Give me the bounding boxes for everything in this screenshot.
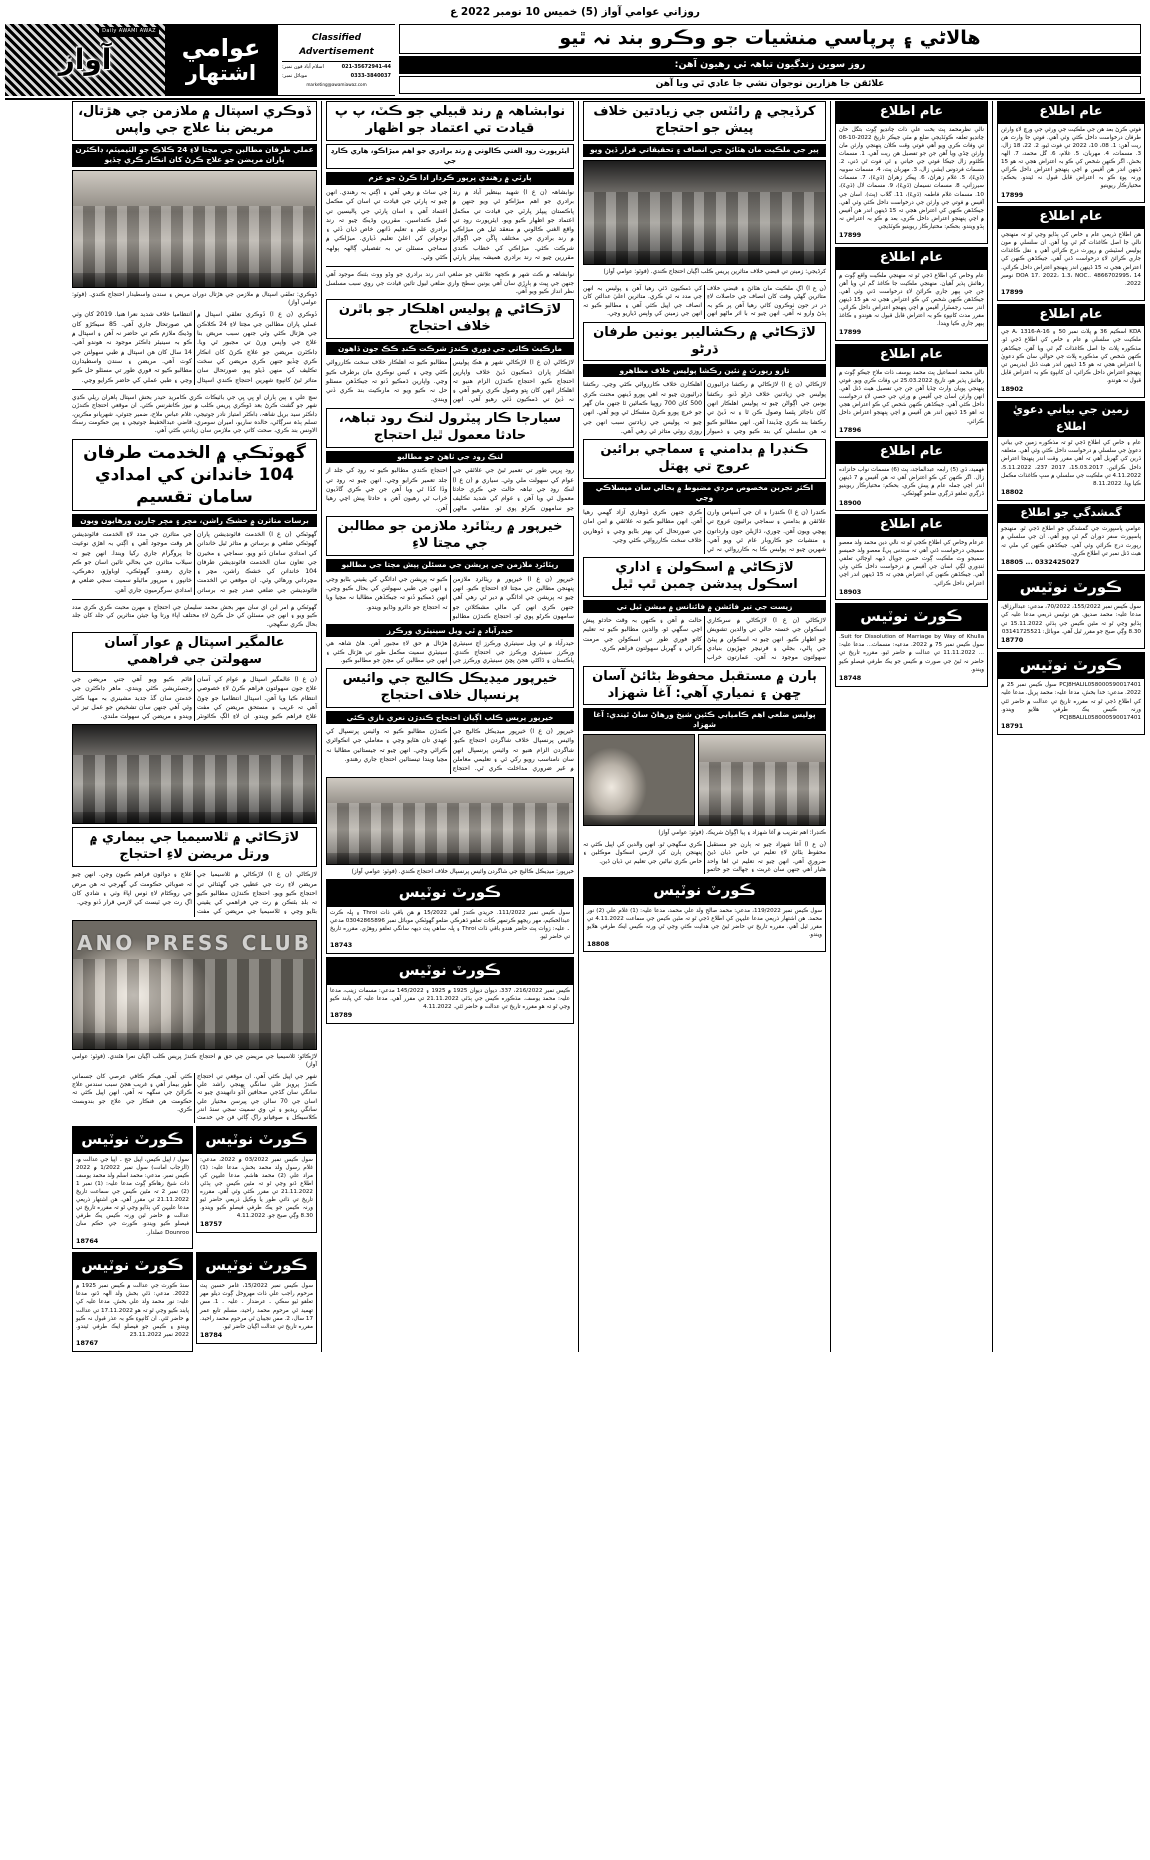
article-body: (ن ع ا) عالمگير اسپتال ۾ عوام کي آسان علاج جون سهولتون فراهم ڪرڻ لاءِ خصوصي انتظام ڪيا ويا آهن. اسپتال انتظاميا جو چوڻ آهي تہ غريب ۽ مستحق مريضن کي مفت علاج فراهم ڪيو ويندو. ان لاءِ الڳ ڪائونٽر قائم ڪيو ويو آهي جتي مريضن جي رجسٽريشن ڪئي ويندي. ماهر ڊاڪٽرن جي خدمتن سان گڏ جديد مشينري بہ مهيا ڪئي وئي آهي جنهن سان تشخيص جو عمل تيز ٿي ويندو ۽ مريضن کي سهولت ملندي. [72,675,317,721]
notice-heading: عام اطلاع [997,304,1145,326]
ads-column-far-right [997,101,1145,1352]
photo-caption: کرڏيجي: زمينن تي قبضي خلاف متاثرين پريس ڪلب اڳيان احتجاج ڪندي. (فوٽو: عوامي آواز) [603,268,826,275]
court-notice-block [326,957,574,1024]
article-subhead: لنڪ رود جي ٺاهڻ جو مطالبو [326,451,574,464]
phone-1-label: اسلام آباد فون نمبر: [282,64,324,71]
notice-block [835,514,988,600]
court-notice-number: 18789 [330,1011,353,1020]
divider [72,599,317,600]
masthead-logo [5,24,165,96]
article-body: حيدرآباد ۾ ٿي ويل سينيٽري ورڪرز اڄ سينيٽري ورڪرز سينيٽري ورڪرز جي احتجاج ڪندي. پاڪستان ۽ ڏاکڻي هجڻ پڇڻ سينيٽري ورڪرز جي هڙتال ۾ حق لاءِ مجبور آهن. هاڻ شاهہ هي سينيٽري سميت مڪمل طور تي هڙتال ڪئي ۽ انهن جي مطالبن کي مڃڻ جو مطالبو ڪيو. [326,641,574,664]
phone-2-label: موبائل نمبر: [282,72,308,79]
classified-advertisement-label: Classified Advertisement [282,32,391,62]
article-headline: ٻارن ۾ مستقبل محفوظ بڻائڻ آسان ڇهن ۽ نمياري آهي: آغا شهزاد [583,666,826,706]
lead-subhead-2: علائقن جا هزارين نوجوان نشي جا عادي ٿي ويا آهن [399,76,1141,94]
article-headline: سيارجا ڪار پيٽرول لنڪ رود تباهہ، حادثا معمول ٿيل احتجاج [326,408,574,448]
notice-number: 18900 [839,498,862,507]
court-notice-heading: ڪورٽ نوٽيس [72,1126,193,1153]
article-photo [72,920,317,1050]
article-body: رود ڀرپي طور تي تعمير ٿيڻ جي علائقي جي عوام کي سهولت ملي وئي. سياري ۾ (ن ع ا) لنڪ روڊ جي تباهہ حالت جي ڪري حادثا معمول ٿي ويا آهن ۽ عوام کي شديد تڪليف جو سامهون ڪرڻو پوي ٿو. مقامي ماڻهن احتجاج ڪندي مطالبو ڪيو تہ روڊ کي جلد از جلد تعمير ڪرايو وڃي. انهن چيو تہ روڊ تي وڏا کڏا ٿي ويا آهن جن جي ڪري گاڏيون خراب ٿي رهيون آهن ۽ حادثا پيش اچي رهيا آهن. [326,467,574,512]
article-subhead: پير جي ملڪيت مان هٽائڻ جي انصاف ۽ تحقيقاتي قرار ڏيڻ ويو [583,144,826,157]
court-notice-heading: ڪورٽ نوٽيس [835,603,988,630]
notice-number: 18802 [1001,487,1024,496]
notice-body: نالي محمد اسماعيل پٽ محمد يوسف ذات ملاح جيڪو ڳوٺ ۾ رهائش پذير هو، تاريخ 25.03.2022 تي وفات ڪري ويو. فوتي پنهنجي پويان وارث ڇڏيا آهن جن جي تفصيل هيٺ ڏنل آهي. انهن وارثن اسان جي آفيس ۾ ورثي جي حصي لاءِ درخواست داخل ڪئي آهي. جيڪڏهن ڪنهن شخص کي ڪو اعتراض هجي تہ اهو 15 ڏينهن اندر هن آفيس ۾ اچي پنهنجو اعتراض داخل ڪرائي. [839,369,985,425]
photo-shadow-band [73,1033,316,1048]
masthead-paper-name [165,24,277,96]
divider [583,280,826,281]
article-subhead: ريٽائرڊ ملازمن جي پريشن جي مسئلن پيش مڃتا جي مطالبو [326,559,574,572]
article-headline: لاڙڪاڻي ۾ اسڪولن ۽ اداري اسڪول پيدشن چمبن ٿپ ٿيل [583,557,826,597]
notice-body: عرعام وخاص کي اطلاع ڪجي ٿو تہ نالي دين محمد ولد معصو سميجي درخواست ڏني آهي تہ سندس پيءُ معصو ولد خميسو سميجو وٽ ملڪيت ڳوٺ حسن جوپال ڏيهہ اوڄاڻي تعلقي ٺنڊوري لڳي اسان جي آفيس ۾ درخواست داخل ڪئي وئي آهي. جيڪڏهن ڪنهن کي اعتراض هجي تہ 15 ڏينهن اندر اچي اعتراض داخل ڪرائي. [839,540,984,587]
court-notice-body: سول ڪيس نمبر 03/2022 ۾ 2022، مدعي: غلام رسول ولد محمد بخش، مدعا عليہ: (1) مراد علي (2) محمد هاشم. مدعا عليہن کي اطلاع ڏنو وڃي ٿو تہ مٿين ڪيس جي ٻڌڻي 21.11.2022 تي مقرر ڪئي وئي آهي. مقرره تاريخ تي ذاتي طور يا وڪيل ذريعي حاضر ٿيو ورنہ ڪيس جو يڪ طرفي فيصلو ڪيو ويندو. 8.30 وڳي صبح جو. 4.11.2022 [200,1156,314,1220]
notice-block [835,441,988,511]
notice-body: عام وخاص کي اطلاع ڏجي ٿو تہ منهنجي ملڪيت واقع ڳوٺ ۾ رهائش پذير آهيان. منهنجي ملڪيت جا ڪاغذ گم ٿي ويا آهن جن جي ٻيهر جاري ڪرائڻ لاءِ درخواست ڏني وئي آهي. جيڪڏهن ڪنهن شخص کي ڪو اعتراض هجي تہ هو 15 ڏينهن اندر سب رجسٽرار آفيس ۾ اچي پنهنجو اعتراض داخل ڪرائي. مقرر مدت کانپوءِ ڪو بہ اعتراض قابل قبول نہ هوندو ۽ ڪاغذ ٻيهر جاري ڪيا ويندا. [839,272,984,328]
column-divider [830,101,831,1352]
court-notice-block [72,1126,193,1250]
article-headline: ڪنڊرا ۾ بدامني ۽ سماجي برائين عروج تي پهتل [583,439,826,479]
notice-block [997,504,1145,571]
court-notice-body: سول ڪيس نمبر 119/2022، مدعي: محمد صالح ولد علي محمد، مدعا عليہ: (1) غلام علي (2) نور محمد. هن اشتهار ذريعي مدعا عليہن کي اطلاع ڏجي ٿو تہ مٿين ڪيس جي سماعت 4.11.2022 تي مقرر ٿيل آهي. مقرره تاريخ تي حاضر ٿيڻ جي هدايت ڪئي وڃي ٿي ورنہ ڪيس ايڪ طرفي هلايو ويندو. [587,908,823,939]
notice-heading: عام اطلاع [835,344,988,366]
article-body: نوابشاهہ ۾ ڪٽ شهر ۾ ڪجهہ علائقي جو ضلعي اندر رند برادري جو وڏو ووٽ بئنڪ موجود آهي جنهن جي ڀيٽ ۾ ٻارڙي سان آهي يونين سطح واري ضلعي ليول تائين قيادت جي روي سبب مسلسل نظر انداز ڪيو ويو آهي. [326,272,574,296]
phone-1: 021-35672941-44 [341,64,391,71]
article-body: ڪنڊرا (ن ع ا) ڪنڊرا ۽ ان جي آسپاس وارن علائقن ۾ بدامني ۽ سماجي برائيون عروج تي پهچي ويون آهن. چوري، ڌاڙيلن جون وارداتون ۽ منشيات جو ڪاروبار عام ٿي ويو آهي. شهرين چيو تہ پوليس ڪا بہ ڪارروائي نہ ٿي ڪري جنهن ڪري ڏوهاري آزاد گهمي رهيا آهن. انهن مطالبو ڪيو تہ علائقي ۾ امن امان جي صورتحال کي بهتر بڻايو وڃي ۽ ڏوهارين خلاف سخت ڪارروائي ڪئي وڃي. [583,508,826,554]
article-subhead: خيرپور پريس ڪلب اڳيان احتجاج ڪندڙن نعري بازي ڪئي [326,711,574,724]
article-headline: کرڏيجي ۾ رائٽس جي زيادتين خلاف پيش جو احتجاج [583,101,826,141]
court-notice-heading: ڪورٽ نوٽيس [326,957,574,984]
article-body: ڏوڪري (ن ع ا) ڏوڪري تعلقي اسپتال ۾ عملي پاران مطالبن جي مڃتا لاءِ 24 ڪلاڪن جي هڙتال ڪئي وئي جنهن سبب مريض بنا علاج جي واپس ورڻ تي مجبور ٿي ويا. ڊاڪٽرن مريضن جو علاج ڪرڻ کان انڪار ڪري ڇڏيو جنهن ڪري مريضن کي سخت تڪليف کي منهن ڏيڻو پيو. صورتحال سان متاثر ٿيڻ کانپوءِ شهرين احتجاج ڪندي اسپتال انتظاميا خلاف شديد نعرا هنيا. 2019 کان وٺي هي صورتحال جاري آهي. 85 سيڪڙو کان وڌيڪ ملازم ڪم تي حاضر نہ آهن ۽ اسپتال ۾ ڪو بہ سينيئر ڊاڪٽر موجود نہ هوندو آهي. 14 سال کان هن اسپتال ۾ طبي سهولتن جي کوٽ آهي. مريضن ۽ سندن واسطيدارن مطالبو ڪيو تہ فوري طور تي مسئلو حل ڪيو وڃي ۽ طبي عملي کي حاضر ڪرايو وڃي. [72,311,317,384]
lead-subhead-1: روز سوين زندگيون تباهہ ٿي رهيون آهن: [399,56,1141,74]
photo-shadow-band [327,853,573,863]
court-notice-body: سنڌ ڪورٽ جي عدالت ۾ ڪيس نمبر 1925 ۾ 2022. مدعي: ڌڻي بخش ولد الهہ ڏنو، مدعا عليہ: نور محمد ولد علي بخش. مدعا عليہ کي پابند ڪيو وڃي ٿو تہ هو 17.11.2022 تي عدالت ۾ حاضر ٿئي. ان کانپوءِ ڪو بہ عذر قبول نہ ڪيو ويندو ۽ ڪيس جو فيصلو ايڪ طرفي ٿيندو. 2022 نمبر 23.11.2022 [76,1283,189,1338]
photo-shadow-band [73,812,316,824]
notice-body: عام ۽ خاص کي اطلاع ڏجي ٿو تہ مذڪوره زمين جي بياني دعويٰ جي سلسلي ۾ درخواست داخل ڪئي وئي آهي. متعلقہ ڌرين کي گهربل آهي تہ اهي مقرر وقت اندر پنهنجا اعتراض داخل ڪرائين. 15.03.2017، 2017 237، 5.11.2022، 4.11.2022 تي ملڪيت جي سلسلي ۾ سڀ ڪاغذات مڪمل ڪيا ويا. 8.11.2022 [1001,440,1141,487]
photo-shadow-band [584,815,694,826]
article-subhead: مارڪيٽ ڪاٺي جي ڊوري ڪندڙ شرڪت ڪنڊ ڪڪ جون ڏاهون [326,342,574,355]
article-body: خيرپور (ن ع ا) خيرپور ميڊيڪل ڪاليج جي وائيس پرنسپال خلاف شاگردن احتجاج ڪيو. شاگردن الزام هنيو تہ وائيس پرنسپال انهن سان نامناسب رويو رکي ٿي ۽ تعليمي معاملن ۾ غير ضروري مداخلت ڪري ٿي. احتجاج ڪندڙن مطالبو ڪيو تہ وائيس پرنسپال کي عهدي تان هٽايو وڃي ۽ معاملي جي انڪوائري ڪرائي وڃي. انهن چيو تہ جيستائين مطالبا نہ مڃيا ويندا تيستائين احتجاج جاري رهندو. [326,728,574,773]
court-notice-number: 18757 [200,1220,223,1229]
notice-number: 17899 [839,328,862,337]
notice-heading: زمين جي بياني دعويٰ اطلاع [997,401,1145,436]
article-body: خيرپور (ن ع ا) خيرپور ۾ ريٽائرڊ ملازمن پنهنجن مطالبن جي مڃتا لاءِ احتجاج ڪيو. انهن چيو تہ پريشن جي ادائگي ۾ دير ٿي رهي آهي جنهن ڪري انهن کي مالي مشڪلاتن جو سامهون ڪرڻو پوي ٿو. احتجاج ڪندڙن مطالبو ڪيو تہ پريشن جي ادائگي کي يقيني بڻايو وڃي ۽ انهن جي طبي سهولتن کي بحال ڪيو وڃي. انهن ڌمڪيو ڏنو تہ جيڪڏهن مطالبا نہ مڃيا ويا تہ احتجاج جو دائرو وڌايو ويندو. [326,575,574,620]
article-headline: ڏوڪري اسپتال ۾ ملازمن جي هڙتال، مريض بنا علاج جي واپس [72,101,317,141]
article-subhead: تازو رپورٽ ۾ نئين رڪشا پوليس خلاف مظاهرو [583,364,826,377]
notice-block [997,101,1145,203]
court-notice-heading: ڪورٽ نوٽيس [326,879,574,906]
column-divider [578,101,579,1352]
lead-headline: هالاڻي ۽ پرپاسي منشيات جو وڪرو بند نہ ٿيو [399,24,1141,54]
divider [72,389,317,390]
news-column-1 [72,101,317,1352]
logo-tagline: Daily AWAMI AWAZ [99,27,159,37]
article-subhead: برسات متاثرن ۾ خشڪ راشن، مڇر ۽ مڇر ڄارين ورهايون ويون [72,514,317,527]
court-notice-body: سول / اپيل ڪيس، اپيل جج ۔ اپيا جي عدالت ۾، (الزجاب امانت) سول نمبر 1/2022 ۾ 2022 ڪيس نمبر. مدعي: محمد اسلم ولد محمد يوسف ذات شيخ رهاڪو ڳوٺ مدعا عليہ: (1) نمبر 1 (2) نمبر 2 تہ مٿين ڪيس جي سماعت تاريخ 21.11.2022 تي مقرر آهي. هن اشتهار ذريعي مدعا عليہن کي ٻڌايو وڃي ٿو تہ مقرره تاريخ تي عدالت ۾ حاضر ٿين ورنہ ڪيس يڪ طرفي فيصلو ڪيو ويندو. ڪورٽ جي حڪم سان Dounroo عملدار. [76,1156,190,1236]
masthead [5,24,1145,96]
court-notice-body: سول ڪيس نمبر 111/2022. خريدي ڪندڙ آهي 15/2022 ۾ هن باقي ذات Throi ۽ ڀلہ ڪرت عبدالحڪيم، مهر ريجهو ڪرنمهر ڪاٺ تعلقو ڌهرڪي ضلعو گهوٽڪي موبائل نمبر 03042865896 مدعي ۔ عليہ: زوات پٽ حاضر هندو باقي ذات Throi ۽ ڀلہ ساهي پٽ ديهہ سانگي تعلقو روهڙي. مقرره تاريخ تي حاضر ٿيو. [330,909,571,941]
article-photo [698,734,826,826]
court-notice-body: Suit for Dissolution of Marriage by Way of Khulla. سول ڪيس نمبر 75 ۾ 2022. مدعيہ: مسمات... مدعا عليہ: ... 11.11.2022 تي عدالت ۾ حاضر ٿيو. مقرره تاريخ تي حاضر نہ ٿيڻ جي صورت ۾ ڪيس جو يڪ طرفي فيصلو ڪيو ويندو. [839,634,984,673]
court-notice-body: ڪيس نمبر 216/2022، 337، ديوان ديوان 1925 ۾ 1925 ۽ 145/2022 مدعي: مسمات زينب، مدعا عليہ: محمد يوسف. مذڪوره ڪيس جي ٻڌڻي 21.11.2022 تي مقرر آهي. مدعا عليہ کي پابند ڪيو وڃي ٿو تہ هو مقرره تاريخ تي عدالت ۾ حاضر ٿئي. 4.11.2022 [330,987,570,1010]
article-headline: لاڙڪاڻي ۾ پوليس اهلڪار جو باٿرن خلاف احتجاج [326,299,574,339]
article-subhead: پوليس ضلعي اهم ڪاميابي ڪئين شيخ ورهاڻ ساڻ ٿيندي: آغا شهزاد [583,708,826,731]
article-body: لاڙڪاڻي (ن ع ا) لاڙڪاڻي شهر ۾ هڪ پوليس اهلڪار پاران ڌمڪيون ڏيڻ خلاف واپارين احتجاج ڪيو. احتجاج ڪندڙن الزام هنيو تہ اهلڪار انهن کان ڀتو وصول ڪري رهيو آهي ۽ نہ ڏيڻ تي ڌمڪيون ڏئي رهيو آهي. انهن مطالبو ڪيو تہ اهلڪار خلاف سخت ڪارروائي ڪئي وڃي ۽ کيس نوڪري مان برطرف ڪيو وڃي. واپارين ڌمڪيو ڏنو تہ جيڪڏهن مسئلو حل نہ ڪيو ويو تہ مارڪيٽ بند ڪري ڏني ويندي. [326,359,574,404]
court-notice-heading: ڪورٽ نوٽيس [997,574,1145,601]
article-subhead: ايئرپورٽ روڊ الغني ڪالوني ۾ رند برادري جو اهم ميڙاڪو، هاري ڪارڊ جي [326,144,574,169]
article-photo [583,160,826,265]
notice-heading: عام اطلاع [997,206,1145,228]
article-body: (ن ع ا) آغا شهزاد چيو تہ ٻارن جو مستقبل محفوظ بڻائڻ لاءِ تعليم تي خاص ڌيان ڏيڻ ضروري آهي. انهن چيو تہ تعليم ئي اها واحد هٿيار آهي جنهن سان غربت ۽ جهالت جو خاتمو ڪري سگهجي ٿو. انهن والدين کي اپيل ڪئي تہ پنهنجن ٻارن کي لازمي اسڪول موڪلين ۽ خاص ڪري نياڻين جي تعليم تي ڌيان ڏين. [583,841,826,873]
ads-column-right [835,101,988,1352]
article-body: سچ علي ۽ ٻين ٻاران او ڀي ڀي جي بائيڪاٽ ڪري ڪامريڊ حيدر بخش اسپتال ٻاهران ريلي ڪڍي شهر جو گشت ڪرڻ بعد ڏوڪري پريس ڪلب ۾ نيوز ڪانفرنس ڪئي. ان موقعي احتجاج ڪندڙن ڊاڪٽر سيد بريل شاهہ، ڊاڪٽر امتياز نادر جوتيجي، غلام عباس ملاح، ضمير جتوئي، شهريانو مڪرين، تسلم ٻڌہ سرڳاڻي، خالده ساريو، اميران سومري، قاضي عبدالحفيظ جوتيجي ۽ ٻين حڪومت رسڪ الاونس بند ڪري، صحت کاتي جي ملازمن سان زيادتي ڪئي آهي. [71,394,317,435]
article-body: شهر جي اپيل ڪئي آهي. ان موقعي تي احتجاج ڪندڙ پرويز علي سانگي پهنجي راشد علي سانگي سان گڏجي صحافين آڏو دانهيندي چيو تہ اسان جي 70 سالن جي پيرسن مختيار علي سانگي ريڊيو ۽ ٽي وي سميت سجي سنڌ اندر ڪلاسيڪل ۽ صوفيانو راڳ ڳائي فن جي خدمت ڪئي آهي. هيڪر ڪافي عرصي کان جسماني طور بيمار آهي ۽ غريب هجڻ سبب سندس علاج ڪرائڻ جي سگهہ نہ آهي. انهن اپيل ڪئي تہ حڪومت هن فنڪار جي علاج جو بندوبست ڪري. [72,1073,317,1122]
court-notice-block [997,574,1145,649]
court-notice-number: 18784 [200,1330,223,1339]
court-notice-number: 18748 [839,673,862,682]
notice-body: KDA اسڪيم 36 ۾ پلاٽ نمبر 50 ۽ 16-A، 1316-A جي ملڪيت جي سلسلي ۾ عام ۽ خاص کي اطلاع ڏجي ٿو. مذڪوره پلاٽ جا اصل ڪاغذات گم ٿي ويا آهن. جيڪڏهن ڪنهن شخص کي مذڪوره پلاٽ جي حوالي سان ڪو دعويٰ يا اعتراض هجي تہ هو 15 ڏينهن اندر هيٺ ڏنل ايڊريس تي پنهنجو اعتراض داخل ڪرائي، ان کانپوءِ ڪو بہ اعتراض قابل قبول نہ هوندو. [1001,329,1141,384]
notice-number: 17899 [1001,287,1024,296]
court-notice-heading: ڪورٽ نوٽيس [196,1252,317,1279]
court-notice-block [835,603,988,686]
notice-body: فوتي ڪرڻ بعد هن جي ملڪيت جي ورثي جي ورڇ لاءِ وارثن طرفان درخواست داخل ڪئي وئي آهي. فوتي جا وارث هن ريت آهن: 1. 08، 10، 2022 تي فوت ٿيو، 2. 22، 18 زال، 3. مسمات، 4. مهربان، 5. غلام، 6. گل محمد، 7. الهہ بخش. اگر ڪنهن شخص کي ڪو بہ اعتراض هجي تہ هو 15 ڏينهن اندر هن آفيس ۾ اچي پنهنجو اعتراض داخل ڪرائي ورنہ پوءِ ڪو بہ اعتراض قابل قبول نہ ٿيندو. بحڪم: مختيارڪار ريوينيو [1001,126,1141,190]
article-subhead: زيست جي تير فائشن ۾ فائنانس ۾ ميشن ٿيل تي [583,600,826,613]
article-photo [583,734,695,826]
court-notice-heading: ڪورٽ نوٽيس [583,877,826,904]
notice-body: نالي نظرمحمد پٽ بخت علي ذات چانڊيو ڳوٺ بتگل خان چانڊيو تعلقہ ڪوٽڏيجي ضلع ۾ مٽي جيڪر تاريخ 2022-10-08 تي وفات ڪري ويو آهي فوتي وقت ڪلان پنهنجي وارثن مان وارثن ڇڏي ويا آهن جن جو تفصيل هن ريت آهي. 1. مسمات ڪلثوم زال جيڪا فوتي جي خياني ۽ ٿي فوت ٿي ڏني، 2. مسمات فردوس ايشي زال، 3. مهربان پٽ، 4. مسمات سوبيہ (ڌيءَ)، 5. غلام زهراڻ، 6. پيڪر زهراڻ (ڌيءَ)، 7. مسمات سيرزاني، 8. مسمات نسيمان (ڌيءَ)، 9. مسمات لال (ڌيءَ)، 10. مسمات غلام فاطمہ (ڌيءَ)، 11. گلاب (پٽ). اسان جي آفيس ۾ فوتي جي وارثن جي درخواست داخل ڪئي وئي آهي. جيڪڏهن ڪنهن کي اعتراض هجي تہ 15 ڏينهن اندر هن آفيس ۾ اچي پنهنجو اعتراض داخل ڪري، بعد ۾ ڪو بہ اعتراض نہ ٻڌو ويندو. بحڪم: مختيارڪار ريوينيو ڪوٽڏيجي [839,126,985,231]
court-notice-body: PCJ8HALIL058000590017401 سول ڪيس نمبر 25 ۾ 2022. مدعي: خدا بخش، مدعا عليہ: محمد پريل. مدعا عليہ کي اطلاع ڏجي ٿو تہ مقرره تاريخ تي عدالت ۾ حاضر ٿئي ورنہ ڪيس يڪ طرفي هلايو ويندو. PCJ8BALIL058000590017401 [1001,682,1141,721]
article-headline: گهوٽڪي ۾ الخدمت طرفان 104 خاندانن کي امدادي سامان تقسيم [72,439,317,511]
news-column-2 [326,101,574,1352]
court-notice-number: 18791 [1001,721,1024,730]
article-headline: عالمگير اسپتال ۾ عوار آسان سهولتن جي فراهمي [72,632,317,672]
article-headline: خيرپور ۾ ريٽائرڊ ملازمن جو مطالبن جي مڃتا لاءِ [326,516,574,556]
court-notice-block [196,1252,317,1351]
photo-image [584,735,694,825]
lead-headline-block [395,24,1145,96]
masthead-divider [5,98,1145,100]
court-notice-number: 18770 [1001,635,1024,644]
notice-number: 17899 [839,231,862,240]
court-notice-number: 18743 [330,941,353,950]
court-notice-number: 18764 [76,1236,99,1245]
page-date-line: روزاني عوامي آواز (5) خميس 10 نومبر 2022 ع [450,6,700,18]
article-body: گهوٽڪي (ن ع ا) الخدمت فائونڊيشن پاران گهوٽڪي ضلعي ۾ برساتن ۾ متاثر ٿيل خاندانن کي امدادي سامان ڏنو ويو. سماجي ۽ مخيرن جي تعاون سان الخدمت فائونڊيشن طرفان 104 خاندانن کي خشڪ راشن، مڇر ۽ مڇرداني ورهائي وئي. ان موقعي تي الخدمت فائونڊيشن جي ضلعي صدر چيو تہ برساتن جي متاثرن جي مدد لاءِ الخدمت فائونڊيشن هر وقت موجود آهي ۽ اڳتي بہ اهڙي نوعيت جا پروگرام جاري رکيا ويندا. انهن چيو تہ سيلاب متاثرن جي بحالي تائين اسان جو ڪم جاري رهندو. گهوٽڪي، اوباوڙو، ڊهرڪي، خانپور ۽ ميرپور ماٿيلو سميت سڄي ضلعي ۾ امدادي سرگرميون جاري آهن. [72,531,317,594]
article-subhead: حيدرآباد ۾ ٿي ويل سينيٽري ورڪرز [326,624,574,637]
article-body: (ن ع ا) اڳ ملڪيت مان هٽائڻ ۽ قبضي خلاف متاثرين گهڻي وقت کان انصاف جي حاصلات لاءِ در در جون ٺوڪرون کائي رهيا آهن پر ڪو بہ ٻڌڻ وارو نہ آهي. انهن چيو تہ با اثر ماڻهو انهن کي ڌمڪيون ڏئي رهيا آهن ۽ پوليس بہ انهن جي مدد نہ ٿي ڪري. متاثرين اعليٰ عدالتن کان انصاف جي اپيل ڪئي آهي ۽ مطالبو ڪيو تہ انهن جي زمينن کي واپس ڏياريو وڃي. [583,286,826,318]
notice-number: 18805 ... 0332425027 [1001,557,1080,566]
paper-name-line-2: اشتهار [185,60,257,85]
masthead-contact [277,24,395,96]
court-notice-heading: ڪورٽ نوٽيس [72,1252,193,1279]
column-divider [992,101,993,1352]
court-notice-block [326,879,574,954]
court-notice-number: 18808 [587,939,610,948]
content-grid [5,101,1145,1352]
notice-block [835,344,988,438]
column-divider [321,101,322,1352]
article-headline: خيرپور ميڊيڪل ڪاليج جي وائيس پرنسپال خلاف احتجاج [326,668,574,708]
notice-heading: عام اطلاع [997,101,1145,123]
article-headline: لاڙڪاڻي ۾ رڪشاليبر يونين طرفان ڌرڻو [583,322,826,362]
court-notice-heading: ڪورٽ نوٽيس [196,1126,317,1153]
article-body: نوابشاهہ (ن ع ا) شهيد بينظير آباد ۾ رند برادري جو اهم ميڙاڪو ٿي ويو جنهن ۾ پاڪستان پيپلز پارٽي جي قيادت تي مڪمل اعتماد جو اظهار ڪيو ويو. ايئرپورٽ روڊ تي واقع الغني ڪالوني ۾ منعقد ٿيل هن ميڙاڪي ۾ رند برادري جي مختلف ڀاڱن جي اڳواڻن شرڪت ڪئي. ميڙاڪي کي خطاب ڪندي مقررين چيو تہ رند برادري هميشہ پيپلز پارٽي جي ساٿ ۾ رهي آهي ۽ اڳتي بہ رهندي. انهن چيو تہ پارٽي جي قيادت تي اسان کي مڪمل اعتماد آهي ۽ اسان پارٽي جي پاليسين تي عمل ڪنداسين. مقررين وڌيڪ چيو تہ رند برادري علم ۽ تعليم ڏانهن خاص ڌيان ڏئي ۽ نوجوانن کي اعليٰ تعليم ڏياري. ميڙاڪي ۾ سماجي مسئلن تي بہ تفصيلي ڳالهہ ٻولهہ ڪئي وئي. [326,188,574,262]
court-notice-block [997,652,1145,735]
article-photo [72,724,317,824]
notice-block [997,401,1145,501]
notice-heading: گمشدگي جو اطلاع [997,504,1145,523]
photo-caption: لاڙڪاڻو: ٿلاسيميا جي مريضن جي حق ۾ احتجاج ڪندڙ پريس ڪلب اڳيان نعرا هڻندي. (فوٽو: عوامي آواز) [72,1053,317,1069]
notice-heading: عام اطلاع [835,441,988,463]
court-notice-block [72,1252,193,1351]
divider [326,266,574,267]
news-column-3 [583,101,826,1352]
article-body: لاڙڪاڻي (ن ع ا) لاڙڪاڻي ۾ سرڪاري اسڪولن جي خستہ حالي تي والدين تشويش جو اظهار ڪيو. انهن چيو تہ اسڪولن ۾ پيئڻ جي پاڻي، بجلي ۽ فرنيچر جهڙيون بنيادي سهولتون موجود نہ آهن. عمارتون خراب حالت ۾ آهن ۽ ڪنهن بہ وقت حادثو پيش اچي سگهي ٿو. والدين مطالبو ڪيو تہ تعليم کاتو فوري طور تي اسڪولن جي مرمت ڪرائي ۽ گهربل سهولتون فراهم ڪري. [583,617,826,662]
photo-shadow-band [699,815,825,826]
court-notice-number: 18767 [76,1338,99,1347]
photo-shadow-band [73,273,316,287]
notice-number: 18903 [839,587,862,596]
article-body: لاڙڪاڻي (ن ع ا) لاڙڪاڻي ۾ ٿلاسيميا جي مريضن لاءِ رت جي عطيي جي گهٽتائي تي احتجاج ڪيو ويو. احتجاج ڪندڙن مطالبو ڪيو تہ بلڊ بئنڪن ۾ رت جي فراهمي کي يقيني بڻايو وڃي ۽ ٿلاسيميا جي مريضن کي مفت علاج ۽ دوائون فراهم ڪيون وڃن. انهن چيو تہ صوبائي حڪومت کي گهرجي تہ هن مرض جي روڪٿام لاءِ ٺوس اپاءَ وٺي ۽ شادي کان اڳ رت جي ٽيسٽ کي لازمي قرار ڏنو وڃي. [72,871,317,916]
notice-body: عوامي پاسپورٽ جي گمشدگي جو اطلاع ڏجي ٿو. منهنجو پاسپورٽ سفر دوران گم ٿي ويو آهي. ان جي سلسلي ۾ رپورٽ درج ڪرائي وئي آهي. جيڪڏهن ڪنهن کي ملي تہ هيٺ ڏنل نمبر تي اطلاع ڪري. [1001,526,1141,557]
court-notice-heading: ڪورٽ نوٽيس [997,652,1145,679]
court-notice-block [583,877,826,952]
notice-block [997,304,1145,398]
paper-name-line-1: عوامي [181,34,261,63]
notice-body: فهميد، ڌي (5) رابعہ عبدالماجد، پٽ (6) مسمات نواب خانزاده زال. اگر ڪنهن کي ڪو اعتراض آهي تہ هن آفيس ۾ 7 ڏينهن اندر اچي جملہ عام ۾ پيش ڪري. بحڪم: مختيارڪار ريوينيو ڌرڳري تعلقو ڌرڳري ضلعو گهوٽڪي. [839,467,984,498]
article-photo [326,777,574,865]
notice-block [835,247,988,341]
notice-number: 17896 [839,425,862,434]
photo-row [583,734,826,826]
notice-heading: عام اطلاع [835,514,988,536]
notice-body: هن اطلاع ذريعي عام ۽ خاص کي ٻڌايو وڃي ٿو تہ منهنجي نالي جا اصل ڪاغذات گم ٿي ويا آهن. ان سلسلي ۾ مون پوليس اسٽيشن ۾ رپورٽ درج ڪرائي آهي ۽ نقل ڪاغذات جاري ڪرائڻ لاءِ درخواست ڏني آهي. جيڪڏهن ڪنهن کي اعتراض هجي تہ 15 ڏينهن اندر پنهنجو اعتراض داخل ڪرائي. DOA 17. 2022، 1.3، NOC.. 4866702995، 14 نومبر 2022. [1001,232,1141,287]
notice-block [835,101,988,244]
article-subhead: اڪثر تجربن مخصوص مردي مضبوط ۾ بحالي سان ميسلاڪي وڃي [583,482,826,505]
logo-wordmark: آواز [58,42,112,76]
court-notice-row [72,1252,317,1351]
article-headline: نوابشاهہ ۾ رند قبيلي جو ڪٽ، پ پ قيادت تي اعتماد جو اظهار [326,101,574,141]
article-photo [72,170,317,288]
photo-caption: ڏوڪري: تعلقي اسپتال ۾ ملازمن جي هڙتال دوران مريض ۽ سندن واسطيدار احتجاج ڪندي. (فوٽو: عوامي آواز) [72,291,317,307]
notice-heading: عام اطلاع [835,247,988,269]
phone-2: 0333-3840037 [350,72,391,79]
masthead-email: marketing@awamiawaz.com [306,81,367,87]
article-body: گهوٽڪي ۾ امر ابن اي سان مهر بخش محمد سليمان جي احتجاج ۽ مهرن محبت ڪري ڪري مدد ڪيو ويو ۽ انهن جي مسئلن کي حل ڪرڻ لاءِ مختلف اپاءَ ورتا ويا جيئن متاثرين کي جلد کان جلد بحال ڪري سگهجي. [72,605,317,628]
court-notice-body: سول ڪيس نمبر 155/2022، 70/2022، مدعي: عبدالرزاق، مدعا عليہ: محمد صديق. هن نوٽيس ذريعي مدعا عليہ کي ٻڌايو وڃي ٿو تہ مٿين ڪيس جي ٻڌڻي 15.11.2022 تي 8.30 وڳي صبح جو مقرر ٿيل آهي. موبائل: 03141725521 [1001,604,1142,635]
notice-number: 18902 [1001,385,1024,394]
notice-block [997,206,1145,300]
photo-caption: ڪنڊرا: اهم تقريب ۾ آغا شهزاد ۽ ٻيا اڳواڻ شريڪ. (فوٽو: عوامي آواز) [658,830,826,837]
photo-caption: خيرپور: ميڊيڪل ڪاليج جي شاگردن وائيس پرنسپال خلاف احتجاج ڪندي. (فوٽو: عوامي آواز) [351,868,574,875]
court-notice-body: سول ڪيس نمبر 15/2022، غامر حسين پٽ مرحوم راجب علي ذات مهروخل ڳوٺ ديلو مهر تعلقو ٽيو سڪي ۔ عرضدار ۔ عليہ ۔ 1. مس تهميد ٿي مرحوم محمد راحيد، مسلم تابع عمر 17 سال، 2. مس نجيبان ٿي مرحوم محمد راحيد. مقرره تاريخ تي عدالت اڳيان حاضر ٿيو. [200,1283,314,1330]
article-subhead: عملي طرفان مطالبن جي مڃتا لاءِ 24 ڪلاڪ جو الٽيميٽم، ڊاڪٽرن پاران مريضن جو علاج ڪرڻ کان انڪار ڪري ڇڏيو [72,144,317,167]
article-body: لاڙڪاڻي (ن ع ا) لاڙڪاڻي ۾ رڪشا ڊرائيورن پوليس جي زيادتين خلاف ڌرڻو ڏنو. رڪشا يونين جي اڳواڻن چيو تہ پوليس اهلڪار انهن کان ناجائز پئسا وصول ڪن ٿا ۽ نہ ڏيڻ تي رڪشا بند ڪري ڇڏيندا آهن. انهن مطالبو ڪيو تہ هن سلسلي کي بند ڪيو وڃي ۽ ذميوار اهلڪارن خلاف ڪارروائي ڪئي وڃي. رڪشا ڊرائيورن چيو تہ اهي پورو ڏينهن محنت ڪري 500 کان 700 روپيا ڪمائين ٿا جنهن مان گهر جو خرچ پورو ڪرڻ مشڪل ٿي ويو آهي. انهن چيو تہ پوليس جي زيادتين سبب انهن جي روزي روٽي متاثر ٿي رهي آهي. [583,381,826,435]
notice-number: 17899 [1001,190,1024,199]
notice-heading: عام اطلاع [835,101,988,123]
court-notice-row [72,1126,317,1250]
photo-shadow-band [584,251,825,263]
article-subhead: پارٽي ۾ رهندي ڀرپور ڪردار ادا ڪرڻ جو عزم [326,172,574,185]
photo-overlay-text: ANO PRESS CLUB [77,931,312,956]
court-notice-block [196,1126,317,1250]
article-headline: لاڙڪاڻي ۾ ٿلاسيميا جي بيماري ۾ ورتل مريضن لاءِ احتجاج [72,827,317,867]
